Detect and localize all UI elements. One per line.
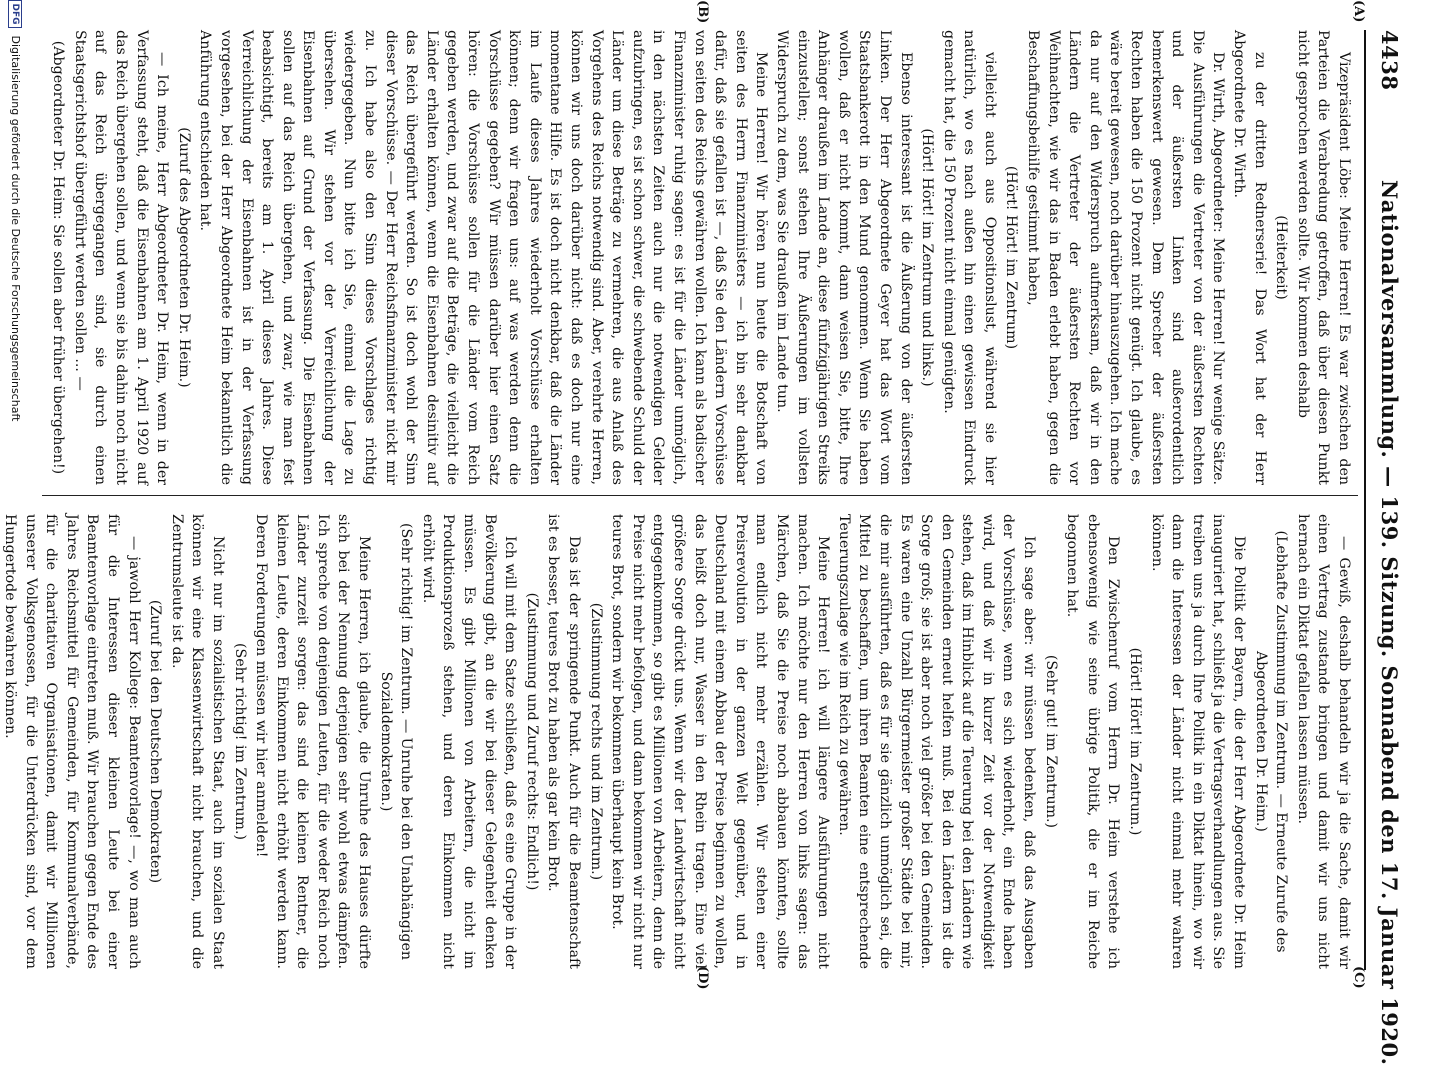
right-column xyxy=(0,514,1354,969)
page-number: 4438 xyxy=(1377,30,1402,91)
interjection: (Sehr gut! im Zentrum.) xyxy=(1042,654,1059,829)
paragraph: Meine Herren! Wir hören nun heute die Botschaft von seiten des Herrn Finanzministers — ich bin sehr dankbar dafür, daß sie gefallen ist —, daß Sie den Ländern Vorschüsse von seiten des Reichs gewähren wollen. Ich kann als badischer Finanzminister ruhig sagen: es ist für die Länder unmöglich, in den nächsten Zeiten auch nur die notwendigen Gelder aufzubringen, es ist schon schwer, die schwebende Schuld der Länder um diese Beträge zu vermehren, die aus Anlaß des Vorgehens des Reichs notwendig sind. Aber, verehrte Herren, können wir uns doch darüber nicht: daß es doch nur eine momentane Hilfe. Es ist doch nicht denkbar, daß die Länder im Laufe dieses Jahres wiederholt Vorschüsse erhalten können; denn wir fragen uns: auf was werden denn die Vorschüsse gegeben? Wir müssen darüber hier einen Satz hören: die Vorschüsse sollen für die Länder vom Reich gegeben werden, und zwar auf die Beträge, die vielleicht die Länder erhalten können, wenn die Eisenbahnen desinitiv auf das Reich übergeführt werden. So ist doch wohl der Sinn dieser Vorschüsse. — Der Herr Reichsfinanzminister nickt mir zu. Ich habe also den Sinn dieses Vorschlages richtig wiedergegeben. Nun bitte ich Sie, einmal die Lage zu übersehen. Wir stehen vor der Verreichlichung der Eisenbahnen auf Grund der Verfassung. Die Eisenbahnen sollen auf das Reich übergehen, und zwar, wie man fest beabsichtigt, bereits am 1. April dieses Jahres. Diese Verreichlichung der Eisenbahnen ist in der Verfassung vorgesehen, bei der Herr Abgeordnete Heim bekanntlich die Anführung entschieden hat. xyxy=(197,30,770,485)
paragraph: — Gewiß, deshalb behandeln wir ja die Sache, damit wir einen Vertrag zustande bringen und damit wir uns nicht hernach ein Diktat gefallen lassen müssen. xyxy=(1294,514,1352,969)
interjection: (Sehr richtig! im Zentrum. — Unruhe bei den Unabhängigen Sozialdemokraten.) xyxy=(377,522,415,960)
page-title: Nationalversammlung. — 139. Sitzung. Sonnabend den 17. Januar 1920. xyxy=(1377,180,1402,1065)
paragraph: Ich sage aber: wir müssen bedenken, daß das Ausgaben der Vorschüsse, wenn es sich wiederholt, ein Ende haben wird, und daß wir in kurzer Zeit vor der Notwendigkeit stehen, daß im Hinblick auf die Teuerung bei den Ländern wie den Gemeinden erneut helfen muß. Bei den Ländern ist die Sorge groß; sie ist aber noch viel größer bei den Gemeinden. Es waren eine Unzahl Bürgermeister großer Städte bei mir, die mir ausführten, daß es für sie gänzlich unmöglich sei, die Mittel zu beschaffen, um ihren Beamten eine entsprechende Teuerungszulage wie im Reich zu gewähren. xyxy=(835,514,1038,969)
paragraph: Nicht nur im sozialistischen Staat, auch im sozialen Staat können wir eine Klassenwirtschaft nicht brauchen, und die Zentrumsleute ist da. xyxy=(168,514,226,969)
footer-credit: Digitalisierung gefördert durch die Deutsche Forschungsgemeinschaft xyxy=(9,35,22,422)
paragraph: zu der dritten Rednerserie! Das Wort hat der Herr Abgeordnete Dr. Wirth. xyxy=(1231,30,1268,485)
margin-mark-a: (A) xyxy=(1351,0,1366,23)
interjection: (Lebhafte Zustimmung im Zentrum. — Erneute Zurufe des Abgeordneten Dr. Heim.) xyxy=(1252,530,1290,953)
interjection: (Zustimmung und Zuruf rechts: Endlich!) xyxy=(523,592,540,891)
margin-mark-d: (D) xyxy=(695,966,710,990)
page-footer xyxy=(0,0,22,1000)
page-header xyxy=(1366,30,1410,1065)
margin-mark-c: (C) xyxy=(1351,966,1366,989)
interjection: (Zustimmung rechts und im Zentrum.) xyxy=(587,602,604,881)
paragraph: Ich will mit dem Satze schließen, daß es eine Gruppe in der Bevölkerung gibt, an die wir bei dieser Gelegenheit denken müssen. Es gibt Millionen von Arbeitern, die nicht im Produktionsprozeß stehen, und deren Einkommen nicht erhöht wird. xyxy=(419,514,519,969)
paragraph: Das ist der springende Punkt. Auch für die Beamtenschaft ist es besser, teures Brot zu haben als gar kein Brot. xyxy=(545,514,583,969)
paragraph: Vizepräsident Löbe: Meine Herren! Es war zwischen den Parteien die Verabredung getroffen, daß über diesen Punkt nicht gesprochen werden sollte. Wir kommen deshalb xyxy=(1294,30,1352,485)
interjection: (Hört! Hört! im Zentrum) xyxy=(1003,165,1020,350)
interjection: (Abgeordneter Dr. Heim: Sie sollen aber früher übergehen!) xyxy=(50,40,67,475)
paragraph: — jawohl Herr Kollege: Beamtenvorlage! —, wo man auch für die Interessen dieser kleinen Leute bei einer Beamtenvorlage eintreten muß. Wir brauchen gegen Ende des Jahres Reichsmittel für Gemeinden, für Kommunalverbände, für die charitativen Organisationen, damit wir Millionen unserer Volksgenossen, für die Unterdrücken sind, vor dem Hungertode bewahren können. xyxy=(2,514,142,969)
interjection: (Heiterkeit) xyxy=(1273,215,1290,300)
interjection: (Zuruf des Abgeordneten Dr. Heim.) xyxy=(175,127,192,388)
interjection: (Hört! Hört! im Zentrum und links.) xyxy=(919,128,936,387)
paragraph: Dr. Wirth, Abgeordneter: Meine Herren! Nur wenige Sätze. Die Ausführungen die Vertreter von der äußersten Rechten und der äußersten Linken sind außerordentlich bemerkenswert gewesen. Dem Sprecher der äußersten Rechten haben die 150 Prozent nicht genügt. Ich glaube, es wäre bereit gewesen, noch darüber hinauszugehen. Ich mache da nur auf den Widerspruch aufmerksam, daß wir in den Ländern die Vertreter der äußersten Rechten vor Weihnachten, wie wir das in Baden erlebt haben, gegen die Beschaffungsbeihilfe gestimmt haben, xyxy=(1025,30,1227,485)
paragraph: Ebenso interessant ist die Äußerung von der äußersten Linken. Der Herr Abgeordnete Geyer hat das Wort vom Staatsbankerott in den Mund genommen. Wenn Sie haben wollen, daß er nicht kommt, dann weisen Sie, bitte, Ihre Anhänger draußen im Lande an, diese fünfzigjährigen Streiks einzustellen; sonst stehen Ihre Äußerungen im vollsten Widerspruch zu dem, was Sie draußen im Lande tun. xyxy=(773,30,914,485)
paragraph: Den Zwischenruf vom Herrn Dr. Heim verstehe ich ebensowenig wie seine übrige Politik, die er im Reiche begonnen hat. xyxy=(1064,514,1122,969)
dfg-logo: DFG xyxy=(8,0,22,28)
left-column xyxy=(47,30,1354,485)
paragraph: — Ich meine, Herr Abgeordneter Dr. Heim, wenn in der Verfassung steht, daß die Eisenbahnen am 1. April 1920 auf das Reich übergehen sollen, und wenn sie bis dahin noch nicht auf das Reich übergegangen sind, sie durch einen Staatsgerichtshof übergeführt werden sollen ... — xyxy=(71,30,171,485)
interjection: (Zuruf bei den Deutschen Demokraten) xyxy=(147,599,164,884)
paragraph: vielleicht auch aus Oppositionslust, während sie hier natürlich, wo es nach außen hin einen gewissen Eindruck gemacht hat, die 150 Prozent nicht einmal genügten. xyxy=(940,30,998,485)
interjection: (Sehr richtig! im Zentrum.) xyxy=(231,642,248,841)
interjection: (Hört! Hört! im Zentrum.) xyxy=(1127,647,1144,836)
paragraph: Die Politik der Bayern, die der Herr Abgeordnete Dr. Heim inauguriert hat, schließt ja die Vertragsverhandlungen aus. Sie treiben uns ja durch Ihre Politik in ein Diktat hinein, wo wir dann die Interessen der Länder nicht einmal mehr wahren können. xyxy=(1148,514,1248,969)
header-rule xyxy=(1364,30,1366,970)
column-divider xyxy=(42,495,1358,496)
paragraph: Meine Herren! ich will längere Ausführungen nicht machen. Ich möchte nur den Herren von links sagen: das Märchen, daß Sie die Preise noch abbauen könnten, sollte man endlich nicht mehr erzählen. Wir stehen einer Preisrevolution in der ganzen Welt gegenüber, und in Deutschland mit einem Abbau der Preise beginnen zu wollen, das heißt doch nur, Wasser in den Rhein tragen. Eine viel größere Sorge drückt uns. Wenn wir der Landwirtschaft nicht entgegenkommen, so gibt es Millionen von Arbeitern, denn die Preise nicht mehr befolgen, und dann bekommen wir nicht nur teures Brot, sondern wir bekommen überhaupt kein Brot. xyxy=(609,514,832,969)
paragraph: Meine Herren, ich glaube, die Unruhe des Hauses dürfte sich bei der Nennung derjenigen sehr wohl etwas dämpfen. Ich spreche von denjenigen Leuten, für die weder Reich noch Länder zurzeit sorgen: das sind die kleinen Rentner, die kleinen Leute, deren Einkommen nicht erhöht werden kann. Deren Forderungen müssen wir hier anmelden! xyxy=(253,514,373,969)
margin-mark-b: (B) xyxy=(695,0,710,24)
